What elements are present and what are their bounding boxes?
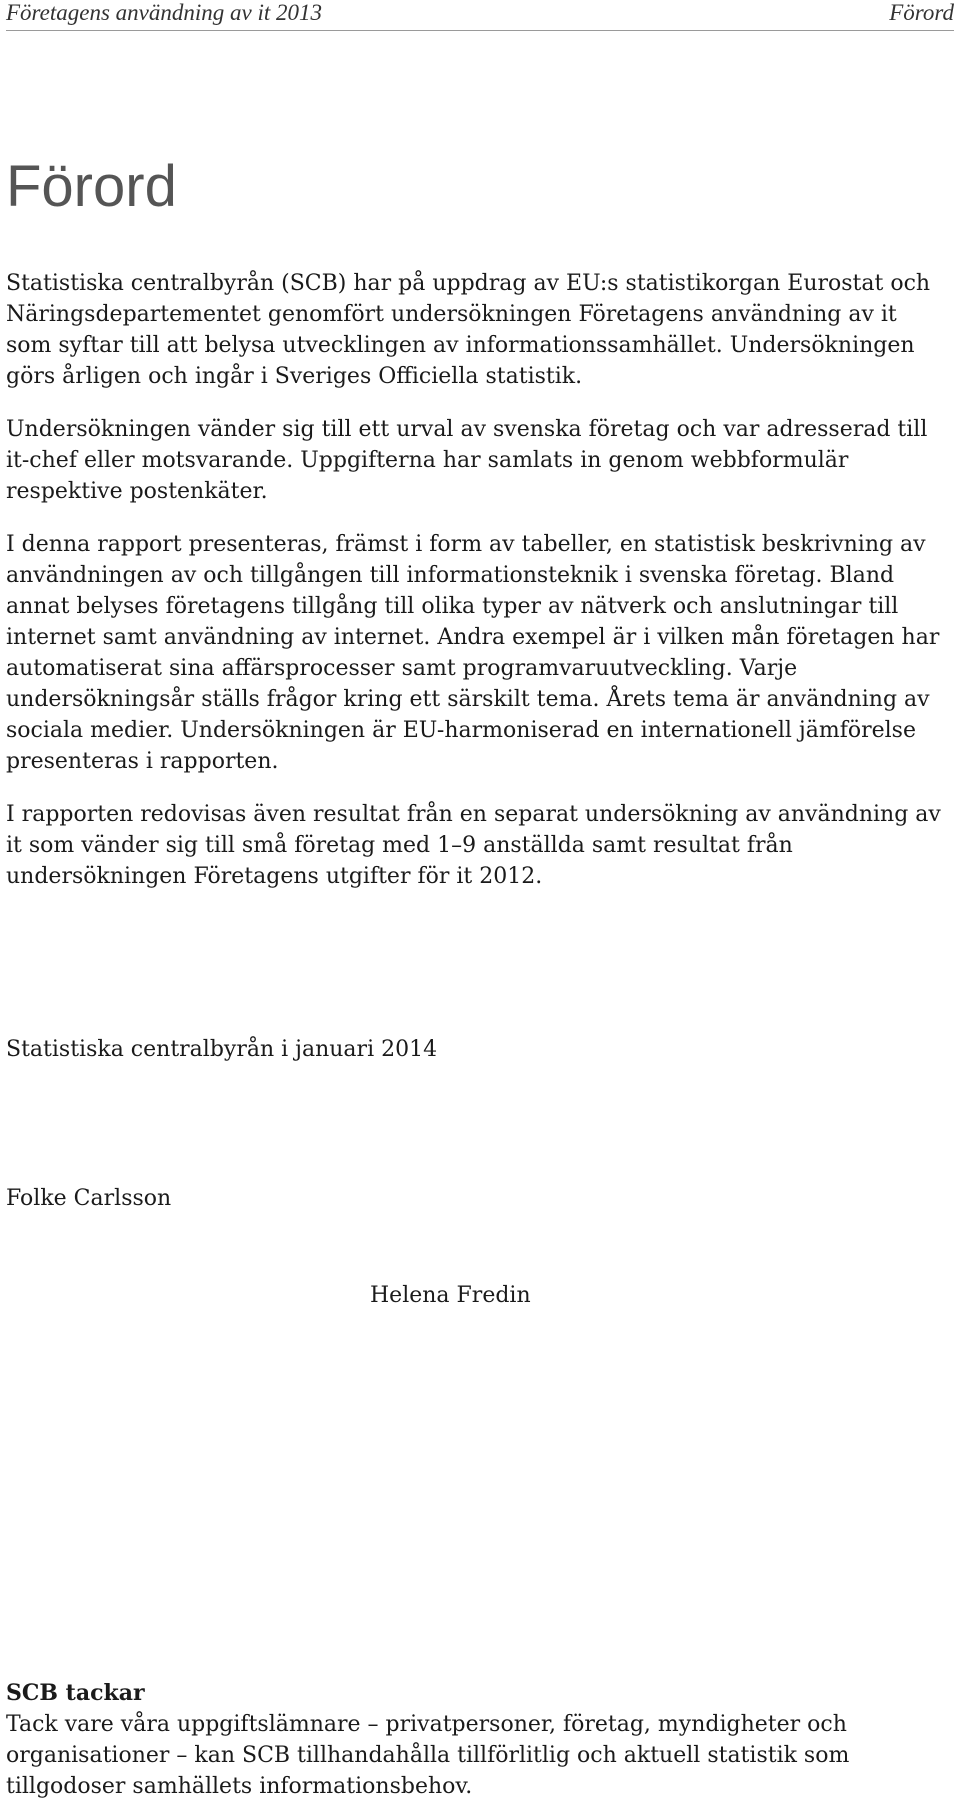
header-publication-title: Företagens användning av it 2013 (6, 0, 322, 25)
page-title: Förord (6, 154, 177, 219)
paragraph-survey-target: Undersökningen vänder sig till ett urval av svenska företag och var adresserad till it-chef eller motsvarande. Uppgifterna har samlats in genom webbformulär respektive postenkäter. (6, 417, 928, 504)
running-header (6, 0, 954, 31)
foreword-body (6, 268, 946, 914)
paragraph-additional-results: I rapporten redovisas även resultat från en separat undersökning av användning av it som vänder sig till små företag med 1–9 anställda samt resultat från undersökningen Företagens utgifter för it 2012. (6, 802, 941, 889)
thanks-text: Tack vare våra uppgiftslämnare – privatpersoner, företag, myndigheter och organisationer – kan SCB tillhandahålla tillförlitlig och aktuell statistik som tillgodoser samhällets informationsbehov. (6, 1712, 850, 1799)
signer-folke-carlsson: Folke Carlsson (6, 1186, 172, 1211)
paragraph-report-content: I denna rapport presenteras, främst i form av tabeller, en statistisk beskrivning av användningen av och tillgången till informationsteknik i svenska företag. Bland annat belyses företagens tillgång till olika typer av nätverk och anslutningar till internet samt användning av internet. Andra exempel är i vilken mån företagen har automatiserat sina affärsprocesser samt programvaruutveckling. Varje undersökningsår ställs frågor kring ett särskilt tema. Årets tema är användning av sociala medier. Undersökningen är EU-harmoniserad en internationell jämförelse presenteras i rapporten. (6, 532, 940, 774)
thanks-title: SCB tackar (6, 1680, 145, 1706)
signer-helena-fredin: Helena Fredin (370, 1283, 531, 1308)
date-line: Statistiska centralbyrån i januari 2014 (6, 1037, 438, 1062)
paragraph-intro: Statistiska centralbyrån (SCB) har på uppdrag av EU:s statistikorgan Eurostat och Näringsdepartementet genomfört undersökningen Företagens användning av it som syftar till att belysa utvecklingen av informationssamhället. Undersökningen görs årligen och ingår i Sveriges Officiella statistik. (6, 271, 931, 389)
thanks-section (6, 1678, 954, 1802)
header-section-title: Förord (889, 0, 954, 25)
